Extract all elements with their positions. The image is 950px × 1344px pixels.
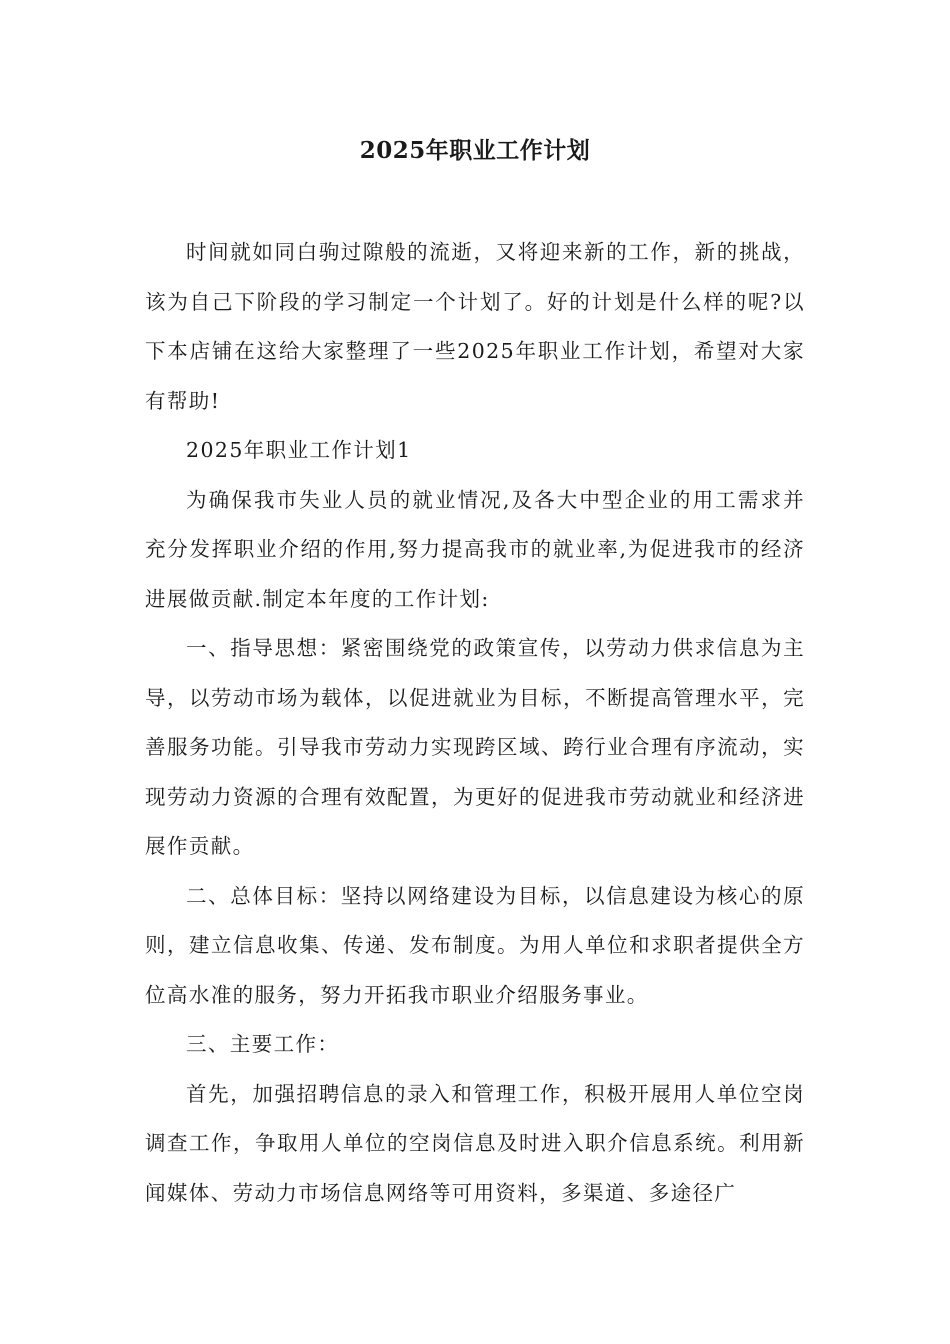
overall-goal-paragraph: 二、总体目标：坚持以网络建设为目标，以信息建设为核心的原则，建立信息收集、传递、发布制度。为用人单位和求职者提供全方位高水准的服务，努力开拓我市职业介绍服务事业。	[145, 883, 805, 1007]
section-heading: 2025年职业工作计划1	[186, 438, 412, 462]
main-work-heading: 三、主要工作：	[186, 1032, 340, 1056]
purpose-paragraph: 为确保我市失业人员的就业情况,及各大中型企业的用工需求并充分发挥职业介绍的作用,努力提高我市的就业率,为促进我市的经济进展做贡献.制定本年度的工作计划:	[145, 487, 805, 611]
document-title: 2025年职业工作计划	[359, 137, 591, 164]
intro-paragraph: 时间就如同白驹过隙般的流逝，又将迎来新的工作，新的挑战，该为自己下阶段的学习制定一个计划了。好的计划是什么样的呢?以下本店铺在这给大家整理了一些2025年职业工作计划，希望对大家有帮助!	[145, 240, 805, 413]
document-body	[145, 228, 805, 1218]
guiding-ideology-paragraph: 一、指导思想：紧密围绕党的政策宣传，以劳动力供求信息为主导，以劳动市场为载体，以促进就业为目标，不断提高管理水平，完善服务功能。引导我市劳动力实现跨区域、跨行业合理有序流动，实现劳动力资源的合理有效配置，为更好的促进我市劳动就业和经济进展作贡献。	[145, 636, 805, 858]
main-work-paragraph: 首先，加强招聘信息的录入和管理工作，积极开展用人单位空岗调查工作，争取用人单位的空岗信息及时进入职介信息系统。利用新闻媒体、劳动力市场信息网络等可用资料，多渠道、多途径广	[145, 1081, 805, 1205]
